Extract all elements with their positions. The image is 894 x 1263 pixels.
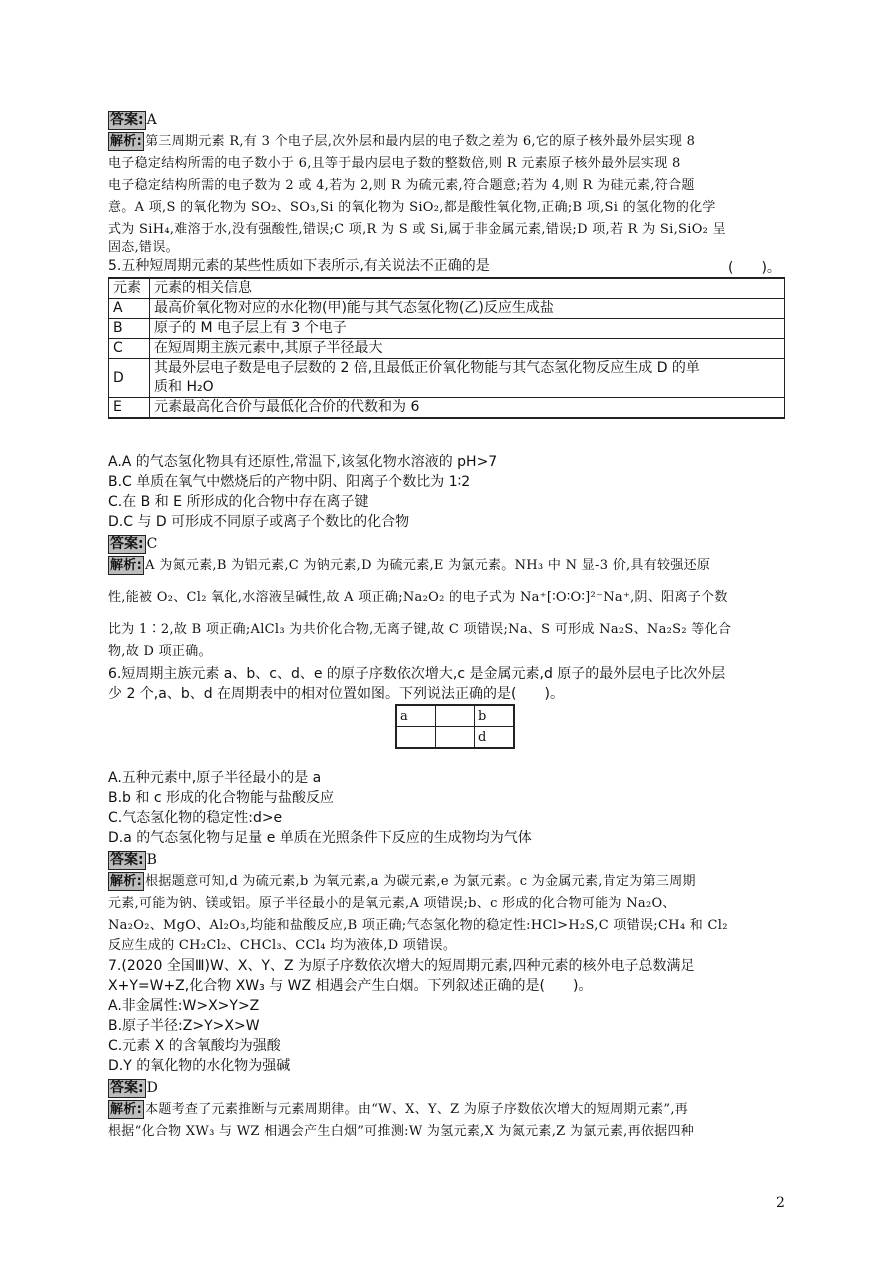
q6-option: C.气态氢化物的稳定性:d>e: [108, 810, 283, 826]
q6-stem-line: 少 2 个,a、b、d 在周期表中的相对位置如图。下列说法正确的是( )。: [108, 686, 564, 702]
grid-cell: b: [475, 705, 515, 727]
table-cell-element: D: [109, 359, 150, 398]
answer-value: A: [146, 112, 157, 128]
grid-cell: [436, 727, 475, 749]
table-cell-element: A: [109, 299, 150, 319]
q4-explain-line: 式为 SiH₄,难溶于水,没有强酸性,错误;C 项,R 为 S 或 Si,属于非金属元素,错误;D 项,若 R 为 Si,SiO₂ 呈: [108, 222, 726, 237]
q6-explain-line: 反应生成的 CH₂Cl₂、CHCl₃、CCl₄ 均为液体,D 项错误。: [108, 938, 457, 953]
q4-explain-line: 意。A 项,S 的氧化物为 SO₂、SO₃,Si 的氧化物为 SiO₂,都是酸性氧化物,正确;B 项,Si 的氢化物的化学: [108, 200, 716, 215]
info-line: 其最外层电子数是电子层数的 2 倍,且最低正价氧化物能与其气态氢化物反应生成 D 的单: [154, 360, 700, 376]
table-header-row: [109, 278, 785, 299]
table-header-cell: 元素: [109, 278, 150, 299]
q5-element-table: [108, 277, 785, 419]
table-row: [109, 299, 785, 319]
q7-stem-line: 7.(2020 全国Ⅲ)W、X、Y、Z 为原子序数依次增大的短周期元素,四种元素的核外电子总数满足: [108, 958, 695, 974]
table-cell-element: B: [109, 319, 150, 339]
q6-stem-line: 6.短周期主族元素 a、b、c、d、e 的原子序数依次增大,c 是金属元素,d 原子的最外层电子比次外层: [108, 666, 726, 682]
q4-answer: [108, 110, 788, 130]
q5-explain-line: 物,故 D 项正确。: [108, 644, 212, 659]
grid-cell: [436, 705, 475, 727]
q5-answer: [108, 534, 788, 554]
explain-tag: 解析:: [110, 874, 143, 889]
q5-explain-line: 比为 1∶2,故 B 项正确;AlCl₃ 为共价化合物,无离子键,故 C 项错误;Na、S 可形成 Na₂S、Na₂S₂ 等化合: [108, 622, 732, 637]
q7-option: B.原子半径:Z>Y>X>W: [108, 1018, 260, 1034]
q7-stem-line: X+Y=W+Z,化合物 XW₃ 与 WZ 相遇会产生白烟。下列叙述正确的是( )。: [108, 978, 593, 994]
q5-explain-line: [108, 556, 788, 576]
q4-explain-line: 电子稳定结构所需的电子数小于 6,且等于最内层电子数的整数倍,则 R 元素原子核外最外层实现 8: [108, 156, 681, 171]
grid-row: [396, 705, 514, 727]
table-row: [109, 398, 785, 419]
q7-explain-line: 根据“化合物 XW₃ 与 WZ 相遇会产生白烟”可推测:W 为氢元素,X 为氮元素,Z 为氯元素,再依据四种: [108, 1124, 695, 1139]
q6-explain-line: 元素,可能为钠、镁或铝。原子半径最小的是氧元素,A 项错误;b、c 形成的化合物可能为 Na₂O、: [108, 896, 676, 911]
table-cell-element: E: [109, 398, 150, 419]
grid-row: [396, 727, 514, 749]
explain-text: A 为氮元素,B 为铝元素,C 为钠元素,D 为硫元素,E 为氯元素。NH₃ 中 N 显-3 价,具有较强还原: [145, 558, 711, 573]
q6-answer: [108, 850, 788, 870]
q5-answer-paren: ( )。: [728, 260, 781, 276]
table-row: [109, 339, 785, 359]
table-cell-info: 最高价氧化物对应的水化物(甲)能与其气态氢化物(乙)反应生成盐: [150, 299, 785, 319]
table-header-cell: 元素的相关信息: [150, 278, 785, 299]
explain-tag: 解析:: [110, 1102, 143, 1117]
table-cell-info: 原子的 M 电子层上有 3 个电子: [150, 319, 785, 339]
answer-tag: 答案:: [110, 1080, 144, 1096]
q7-option: D.Y 的氧化物的水化物为强碱: [108, 1058, 291, 1074]
table-cell-element: C: [109, 339, 150, 359]
q5-option: A.A 的气态氢化物具有还原性,常温下,该氢化物水溶液的 pH>7: [108, 454, 498, 470]
q6-option: A.五种元素中,原子半径最小的是 a: [108, 770, 322, 786]
answer-tag: 答案:: [110, 112, 144, 128]
q4-explain-line: 电子稳定结构所需的电子数为 2 或 4,若为 2,则 R 为硫元素,符合题意;若为 4,则 R 为硅元素,符合题: [108, 178, 695, 193]
grid-cell: d: [475, 727, 515, 749]
q5-option: B.C 单质在氧气中燃烧后的产物中阴、阳离子个数比为 1∶2: [108, 474, 471, 490]
q5-option: D.C 与 D 可形成不同原子或离子个数比的化合物: [108, 514, 410, 530]
explain-tag: 解析:: [110, 134, 143, 149]
q4-explain-line: [108, 132, 788, 152]
q7-option: C.元素 X 的含氧酸均为强酸: [108, 1038, 281, 1054]
periodic-position-grid: [395, 704, 515, 749]
table-cell-info: 在短周期主族元素中,其原子半径最大: [150, 339, 785, 359]
table-cell-info: 元素最高化合价与最低化合价的代数和为 6: [150, 398, 785, 419]
q6-explain-line: Na₂O₂、MgO、Al₂O₃,均能和盐酸反应,B 项正确;气态氢化物的稳定性:HCl>H₂S,C 项错误;CH₄ 和 Cl₂: [108, 918, 728, 933]
table-cell-info: [150, 359, 785, 398]
grid-cell: a: [396, 705, 436, 727]
explain-text: 根据题意可知,d 为硫元素,b 为氧元素,a 为碳元素,e 为氯元素。c 为金属元素,肯定为第三周期: [145, 874, 696, 889]
q5-option: C.在 B 和 E 所形成的化合物中存在离子键: [108, 494, 369, 510]
q7-answer: [108, 1078, 788, 1098]
table-row: [109, 319, 785, 339]
q5-stem: 5.五种短周期元素的某些性质如下表所示,有关说法不正确的是: [108, 258, 490, 274]
answer-tag: 答案:: [110, 536, 144, 552]
info-line: 质和 H₂O: [154, 379, 214, 395]
explain-text: 本题考查了元素推断与元素周期律。由“W、X、Y、Z 为原子序数依次增大的短周期元素”,再: [145, 1102, 689, 1117]
q4-explain-line: 固态,错误。: [108, 240, 179, 255]
answer-tag: 答案:: [110, 852, 144, 868]
grid-cell: [396, 727, 436, 749]
answer-value: B: [146, 852, 157, 868]
explain-tag: 解析:: [110, 558, 143, 573]
answer-value: D: [146, 1080, 158, 1096]
q6-option: B.b 和 c 形成的化合物能与盐酸反应: [108, 790, 334, 806]
table-row: [109, 359, 785, 398]
page-number: 2: [776, 1195, 785, 1211]
q7-explain-line: [108, 1100, 788, 1120]
q5-explain-line: 性,能被 O₂、Cl₂ 氧化,水溶液呈碱性,故 A 项正确;Na₂O₂ 的电子式为 Na⁺[∶O∶O∶]²⁻Na⁺,阴、阳离子个数: [108, 590, 728, 605]
explain-text: 第三周期元素 R,有 3 个电子层,次外层和最内层的电子数之差为 6,它的原子核外最外层实现 8: [145, 134, 696, 149]
q7-option: A.非金属性:W>X>Y>Z: [108, 998, 260, 1014]
answer-value: C: [146, 536, 158, 552]
q6-explain-line: [108, 872, 788, 892]
q6-option: D.a 的气态氢化物与足量 e 单质在光照条件下反应的生成物均为气体: [108, 830, 532, 846]
